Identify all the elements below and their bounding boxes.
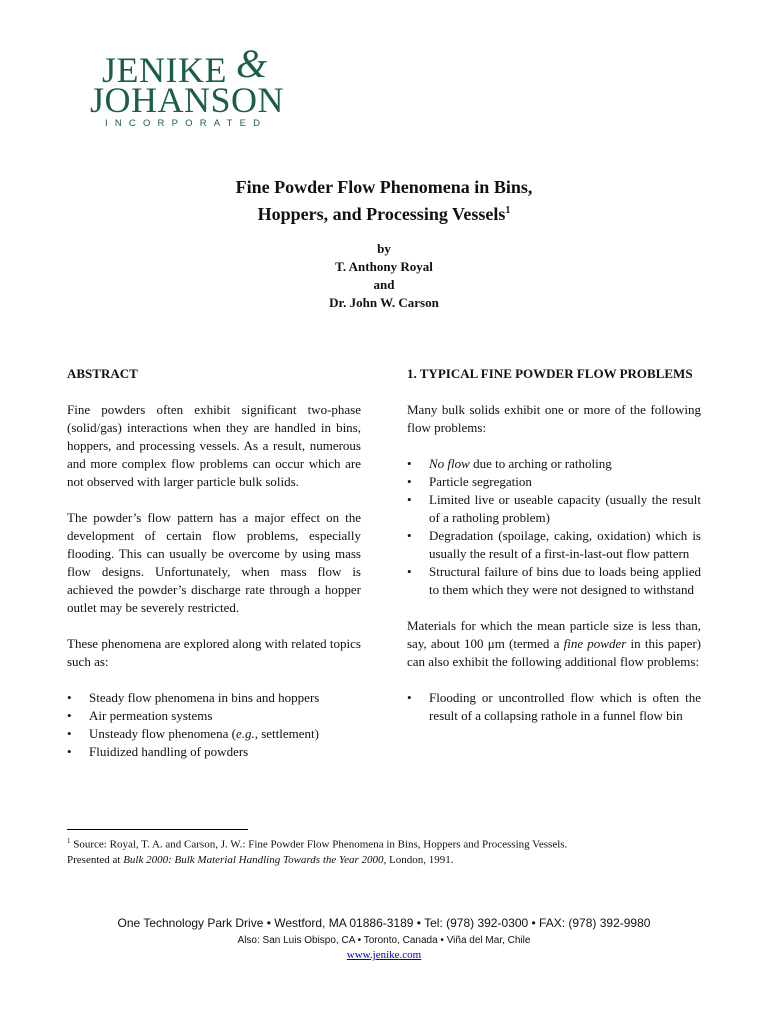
list-item-text: Fluidized handling of powders <box>89 744 249 759</box>
list-item <box>407 473 701 491</box>
list-item-text: Flooding or uncontrolled flow which is often the result of a collapsing rathole in a funnel flow bin <box>429 690 701 723</box>
bullet-icon: • <box>67 708 72 723</box>
logo-word-jenike: JENIKE <box>102 50 227 90</box>
bullet-icon: • <box>407 528 412 543</box>
section-1-paragraph-2 <box>407 617 701 671</box>
abstract-paragraph-1: Fine powders often exhibit significant two-phase (solid/gas) interactions when they are handled in bins, hoppers, and processing vessels. As a result, numerous and more complex flow problems can occur which are not observed with larger particle bulk solids. <box>67 402 361 489</box>
author-2: Dr. John W. Carson <box>329 295 439 310</box>
bullet-icon: • <box>407 474 412 489</box>
list-item-text: Limited live or useable capacity (usually the result of a ratholing problem) <box>429 492 701 525</box>
list-item-text-tail: , settlement) <box>254 726 319 741</box>
list-item-emphasis: e.g. <box>235 726 255 741</box>
footnote-text-tail: , London, 1991. <box>383 853 454 866</box>
bullet-icon: • <box>407 456 412 471</box>
title-line-2 <box>0 199 768 226</box>
paragraph-emphasis: fine powder <box>563 636 627 651</box>
additional-problem-list <box>407 689 701 725</box>
bullet-icon: • <box>407 690 412 705</box>
company-logo <box>90 41 300 135</box>
website-link[interactable]: www.jenike.com <box>346 949 422 961</box>
abstract-paragraph-3: These phenomena are explored along with related topics such as: <box>67 636 361 669</box>
list-item <box>67 743 361 761</box>
footer-locations: Also: San Luis Obispo, CA • Toronto, Canada • Viña del Mar, Chile <box>237 935 531 946</box>
list-item-text: Degradation (spoilage, caking, oxidation) which is usually the result of a first-in-last-out flow pattern <box>429 528 701 561</box>
footnote-line-2 <box>67 853 707 868</box>
list-item <box>407 455 701 473</box>
bullet-icon: • <box>407 492 412 507</box>
section-1-intro: Many bulk solids exhibit one or more of the following flow problems: <box>407 402 701 435</box>
bullet-icon: • <box>67 690 72 705</box>
abstract-column <box>67 365 361 761</box>
list-item-text: Steady flow phenomena in bins and hoppers <box>89 690 320 705</box>
logo-word-johanson: JOHANSON <box>90 80 285 120</box>
list-item-text: Unsteady flow phenomena ( <box>89 726 236 741</box>
footer-website <box>0 948 768 962</box>
list-item-text: Structural failure of bins due to loads being applied to them which they were not designed to withstand <box>429 564 701 597</box>
list-item-text: Air permeation systems <box>89 708 213 723</box>
abstract-topic-list <box>67 689 361 761</box>
title-line-2-text: Hoppers, and Processing Vessels <box>257 204 506 224</box>
abstract-paragraph-2: The powder’s flow pattern has a major effect on the development of certain flow problems, especially flooding. This can usually be overcome by using mass flow designs. Unfortunately, when mass flow is achieved the powder’s discharge rate through a hopper outlet may be severely restricted. <box>67 510 361 615</box>
abstract-heading: ABSTRACT <box>67 366 138 381</box>
footnote-emphasis: Bulk 2000: Bulk Material Handling Towards the Year 2000 <box>123 853 384 866</box>
list-item <box>407 491 701 527</box>
logo-ampersand: & <box>236 41 268 86</box>
list-item <box>407 563 701 599</box>
list-item <box>407 689 701 725</box>
list-item <box>67 689 361 707</box>
by-label: by <box>377 241 391 256</box>
list-item <box>67 707 361 725</box>
list-item <box>67 725 361 743</box>
footnote-source-text: Source: Royal, T. A. and Carson, J. W.: Fine Powder Flow Phenomena in Bins, Hoppers and Processing Vessels. <box>70 838 568 851</box>
title-line-1: Fine Powder Flow Phenomena in Bins, <box>235 177 533 197</box>
title-footnote-mark: 1 <box>505 205 511 216</box>
author-1: T. Anthony Royal <box>335 259 433 274</box>
section-1-column <box>407 365 701 725</box>
list-item <box>407 527 701 563</box>
footnote-mark: 1 <box>67 837 71 845</box>
section-1-heading: 1. TYPICAL FINE POWDER FLOW PROBLEMS <box>407 366 693 381</box>
author-block <box>0 240 768 312</box>
logo-word-incorporated: INCORPORATED <box>105 118 268 129</box>
footnote <box>67 834 707 868</box>
footer-address: One Technology Park Drive • Westford, MA 01886-3189 • Tel: (978) 392-0300 • FAX: (978) 392-9980 <box>117 916 651 930</box>
bullet-icon: • <box>407 564 412 579</box>
flow-problem-list <box>407 455 701 599</box>
footnote-divider <box>67 829 248 830</box>
bullet-icon: • <box>67 744 72 759</box>
and-label: and <box>373 277 395 292</box>
footnote-text: Presented at <box>67 853 124 866</box>
list-item-text: Particle segregation <box>429 474 532 489</box>
paragraph-text: Materials for which the mean particle size is less than, say, about 100 μm (termed a <box>407 618 701 651</box>
list-item-text: due to arching or ratholing <box>469 456 612 471</box>
paragraph-text-tail: in this paper) can also exhibit the following additional flow problems: <box>407 636 702 669</box>
list-item-emphasis: No flow <box>429 456 470 471</box>
bullet-icon: • <box>67 726 72 741</box>
footnote-line-1 <box>67 834 707 853</box>
paper-title <box>0 176 768 226</box>
